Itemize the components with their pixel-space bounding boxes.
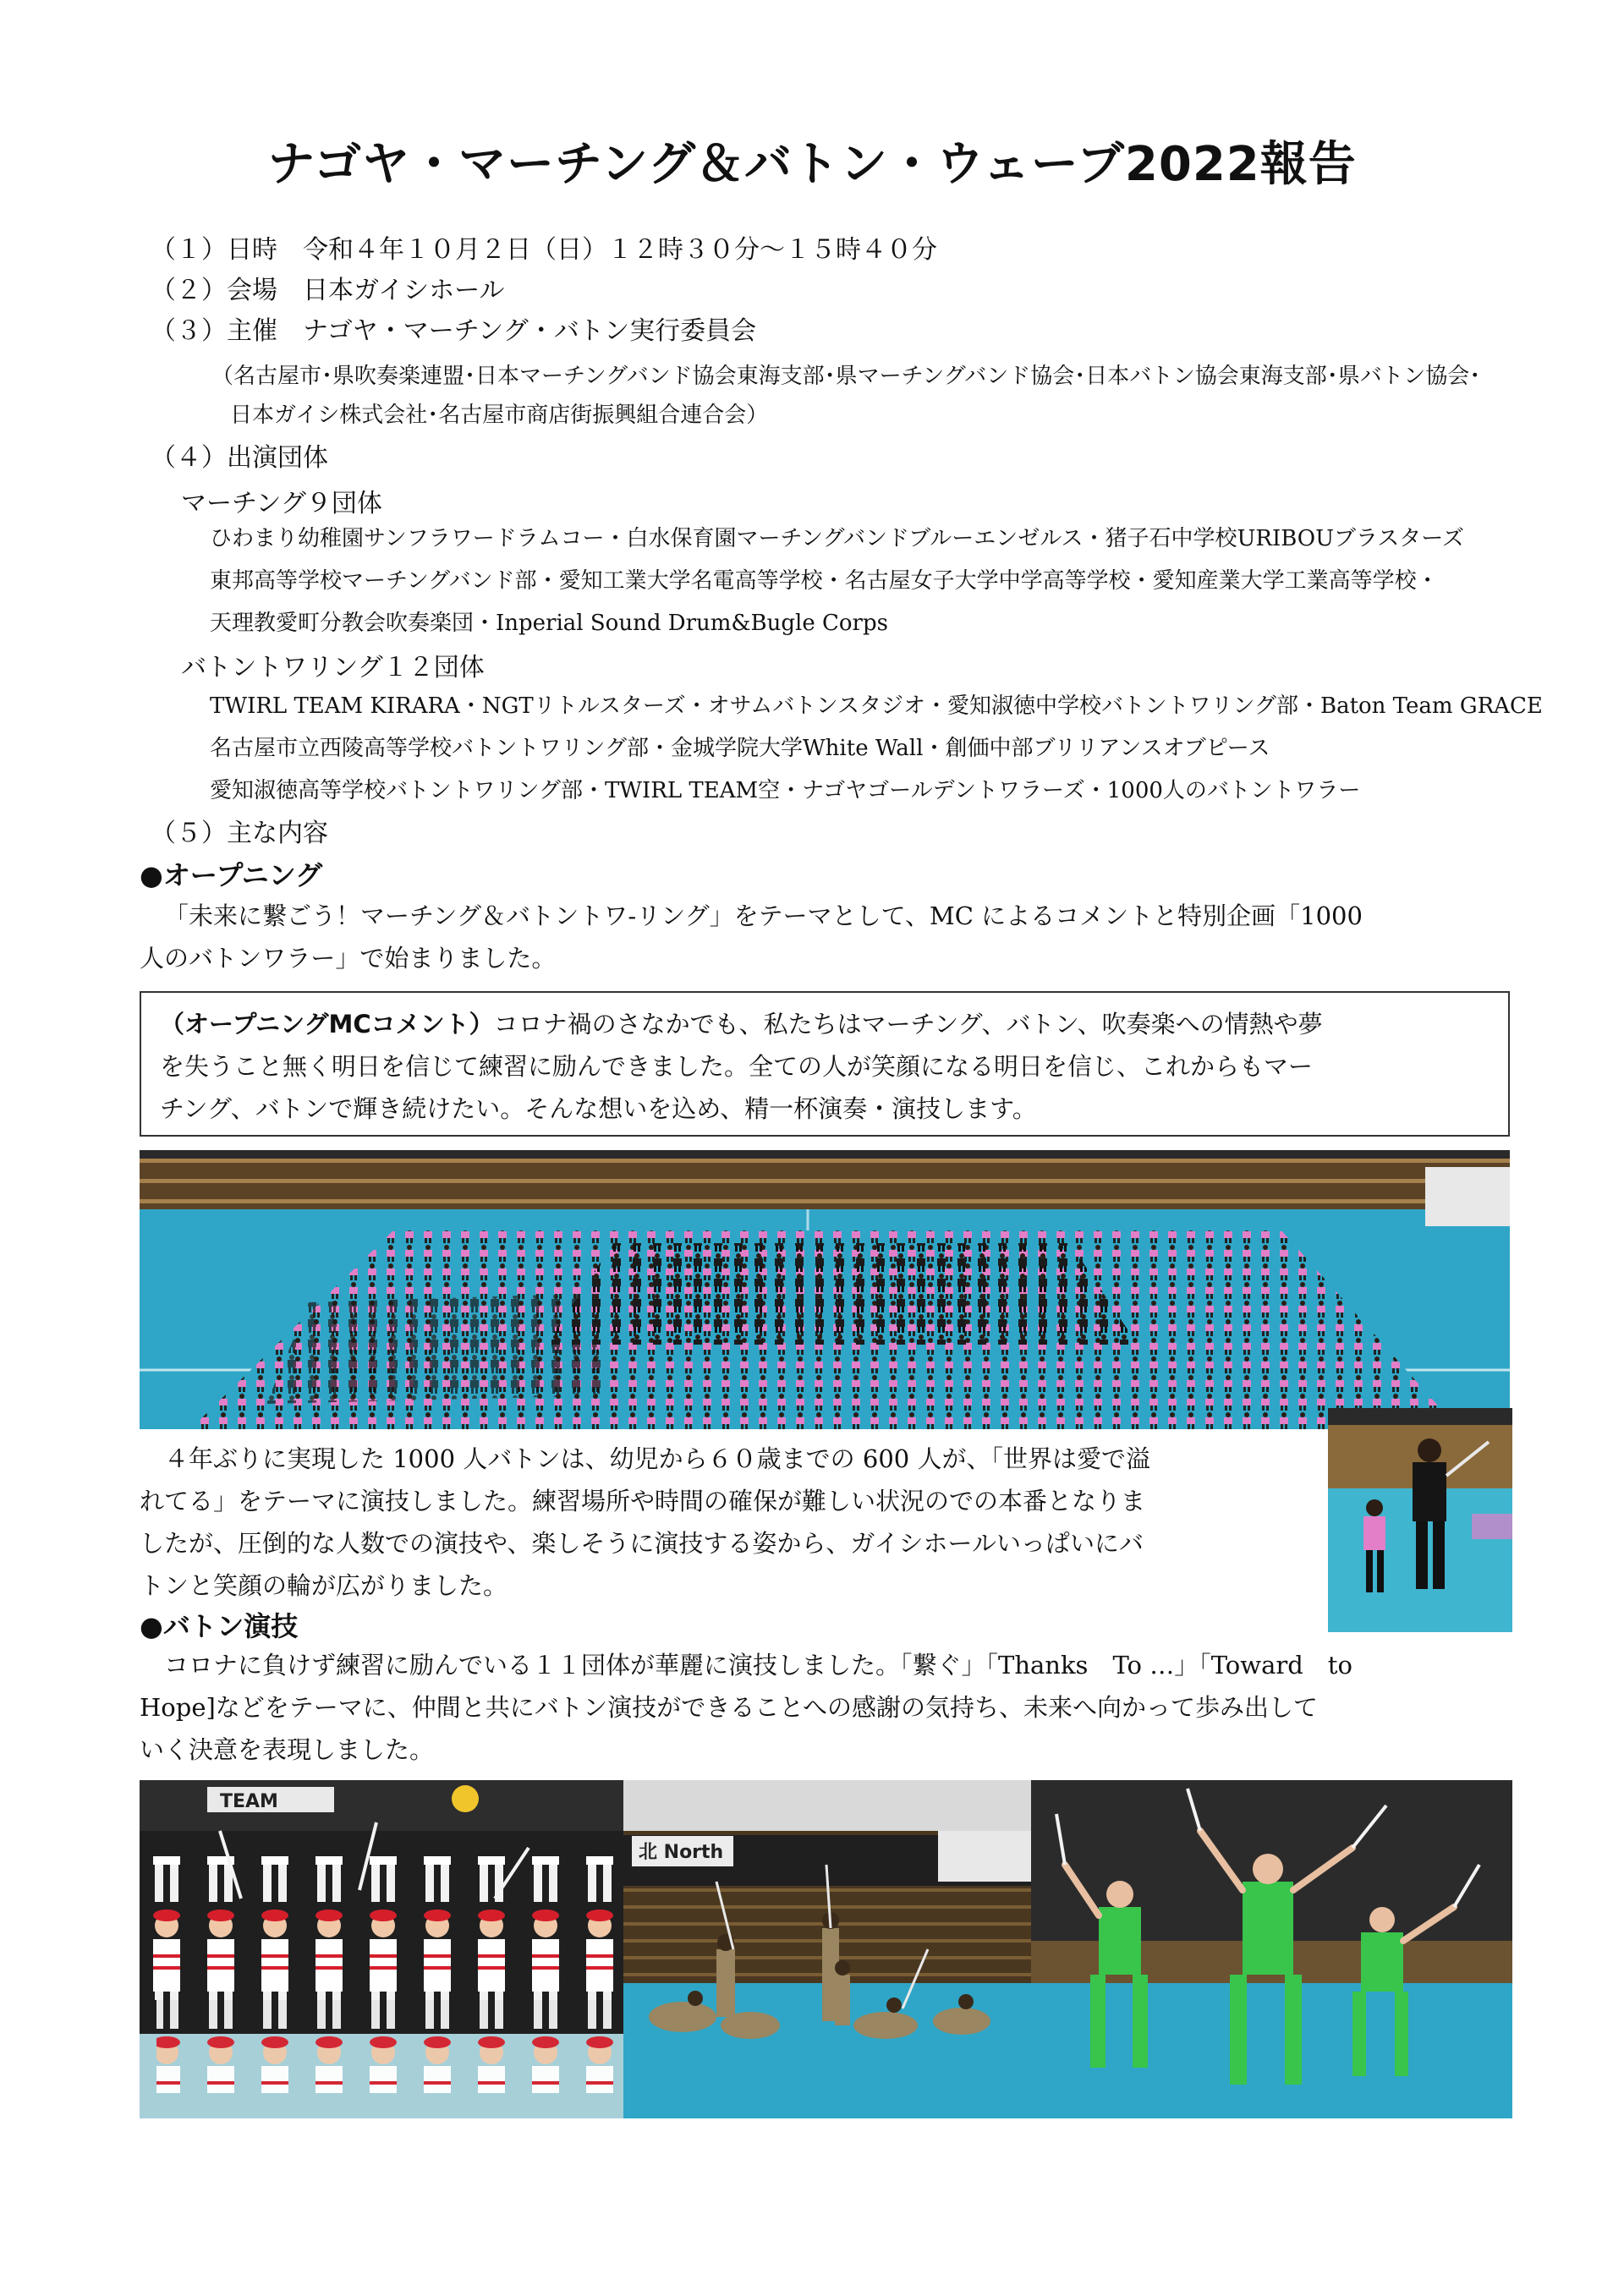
practice-photo bbox=[1328, 1408, 1512, 1632]
performers-label: （４）出演団体 bbox=[151, 443, 328, 473]
khaki-team-image bbox=[623, 1780, 1031, 2118]
opening-photo-image bbox=[140, 1150, 1510, 1429]
baton-paragraph bbox=[140, 1644, 1510, 1771]
baton-section-heading: ●バトン演技 bbox=[140, 1610, 299, 1642]
baton-photo-khaki-team bbox=[623, 1780, 1031, 2118]
baton-heading: バトントワリング１２団体 bbox=[181, 653, 485, 682]
organizer-label: （３）主催 bbox=[151, 316, 277, 346]
ensemble-line: 愛知淑徳高等学校バトントワリング部・TWIRL TEAM空・ナゴヤゴールデントワラーズ・1000人のバトントワラー bbox=[210, 778, 1361, 803]
thousand-baton-paragraph bbox=[140, 1438, 1315, 1607]
ensemble-line: ひわまり幼稚園サンフラワードラムコー・白水保育園マーチングバンドブルーエンゼルス・猪子石中学校URIBOUブラスターズ bbox=[210, 526, 1464, 551]
mc-comment-line bbox=[160, 1003, 1490, 1045]
baton-photo-green-team bbox=[1031, 1780, 1512, 2118]
paragraph-line: 「未来に繋ごう！マーチング＆バトントワ-リング」をテーマとして、MC によるコメントと特別企画「1000 bbox=[164, 901, 1363, 930]
paragraph-line: Hope]などをテーマに、仲間と共にバトン演技ができることへの感謝の気持ち、未来へ向かって歩み出して bbox=[140, 1693, 1319, 1722]
green-team-image bbox=[1031, 1780, 1512, 2118]
paragraph-line: トンと笑顔の輪が広がりました。 bbox=[140, 1571, 508, 1600]
mc-comment-text: コロナ禍のさなかでも、私たちはマーチング、バトン、吹奏楽への情熱や夢 bbox=[493, 1010, 1323, 1038]
organizer-list-line: 日本ガイシ株式会社･名古屋市商店街振興組合連合会） bbox=[230, 403, 769, 428]
page-title: ナゴヤ・マーチング＆バトン・ウェーブ2022報告 bbox=[267, 137, 1357, 192]
mc-comment-box bbox=[140, 991, 1510, 1137]
organizer-value: ナゴヤ・マーチング・バトン実行委員会 bbox=[303, 316, 757, 346]
marching-heading: マーチング９団体 bbox=[181, 489, 382, 518]
organizer-list-line: （名古屋市･県吹奏楽連盟･日本マーチングバンド協会東海支部･県マーチングバンド協会･日本バトン協会東海支部･県バトン協会･ bbox=[211, 364, 1481, 389]
opening-paragraph bbox=[140, 895, 1510, 979]
venue-label: （２）会場 bbox=[151, 276, 277, 305]
north-sign-text: TEAM bbox=[220, 1791, 278, 1812]
ensemble-line: 天理教愛町分教会吹奏楽団・Inperial Sound Drum&Bugle Corps bbox=[210, 611, 888, 636]
date-label: （１）日時 bbox=[151, 235, 277, 265]
ensemble-line: TWIRL TEAM KIRARA・NGTリトルスターズ・オサムバトンスタジオ・愛知淑徳中学校バトントワリング部・Baton Team GRACE bbox=[210, 693, 1543, 719]
paragraph-line: れてる」をテーマに演技しました。練習場所や時間の確保が難しい状況のでの本番となりま bbox=[140, 1487, 1146, 1515]
venue-value: 日本ガイシホール bbox=[303, 276, 505, 305]
paragraph-line: ４年ぶりに実現した 1000 人バトンは、幼児から６０歳までの 600 人が、「世界は愛で溢 bbox=[164, 1444, 1150, 1473]
red-team-image bbox=[140, 1780, 623, 2118]
content-label: （５）主な内容 bbox=[151, 819, 328, 848]
event-date bbox=[151, 230, 937, 271]
event-organizer bbox=[151, 311, 756, 352]
opening-photo bbox=[140, 1150, 1510, 1429]
paragraph-line: コロナに負けず練習に励んでいる１１団体が華麗に演技しました。「繋ぐ」「Thanks To …」「Toward to bbox=[164, 1651, 1352, 1680]
ensemble-line: 東邦高等学校マーチングバンド部・愛知工業大学名電高等学校・名古屋女子大学中学高等学校・愛知産業大学工業高等学校・ bbox=[210, 568, 1439, 594]
ensemble-line: 名古屋市立西陵高等学校バトントワリング部・金城学院大学White Wall・創価中部ブリリアンスオブピース bbox=[210, 736, 1270, 761]
practice-photo-image bbox=[1328, 1408, 1512, 1632]
opening-heading: ●オープニング bbox=[140, 859, 323, 891]
mc-comment-lead: （オープニングMCコメント） bbox=[160, 1010, 494, 1038]
mc-comment-line: チング、バトンで輝き続けたい。そんな想いを込め、精一杯演奏・演技します。 bbox=[160, 1094, 1037, 1123]
paragraph-line: したが、圧倒的な人数での演技や、楽しそうに演技する姿から、ガイシホールいっぱいにバ bbox=[140, 1529, 1144, 1558]
north-sign-text: 北 North bbox=[639, 1842, 724, 1863]
paragraph-line: 人のバトンワラー」で始まりました。 bbox=[140, 944, 557, 973]
mc-comment-line: を失うこと無く明日を信じて練習に励んできました。全ての人が笑顔になる明日を信じ、これからもマー bbox=[160, 1052, 1314, 1081]
date-value: 令和４年１０月２日（日）１２時３０分～１５時４０分 bbox=[303, 235, 937, 265]
baton-list bbox=[210, 685, 1543, 812]
marching-list bbox=[210, 518, 1464, 644]
paragraph-line: いく決意を表現しました。 bbox=[140, 1735, 435, 1764]
event-venue bbox=[151, 271, 505, 311]
baton-photo-red-team bbox=[140, 1780, 623, 2118]
